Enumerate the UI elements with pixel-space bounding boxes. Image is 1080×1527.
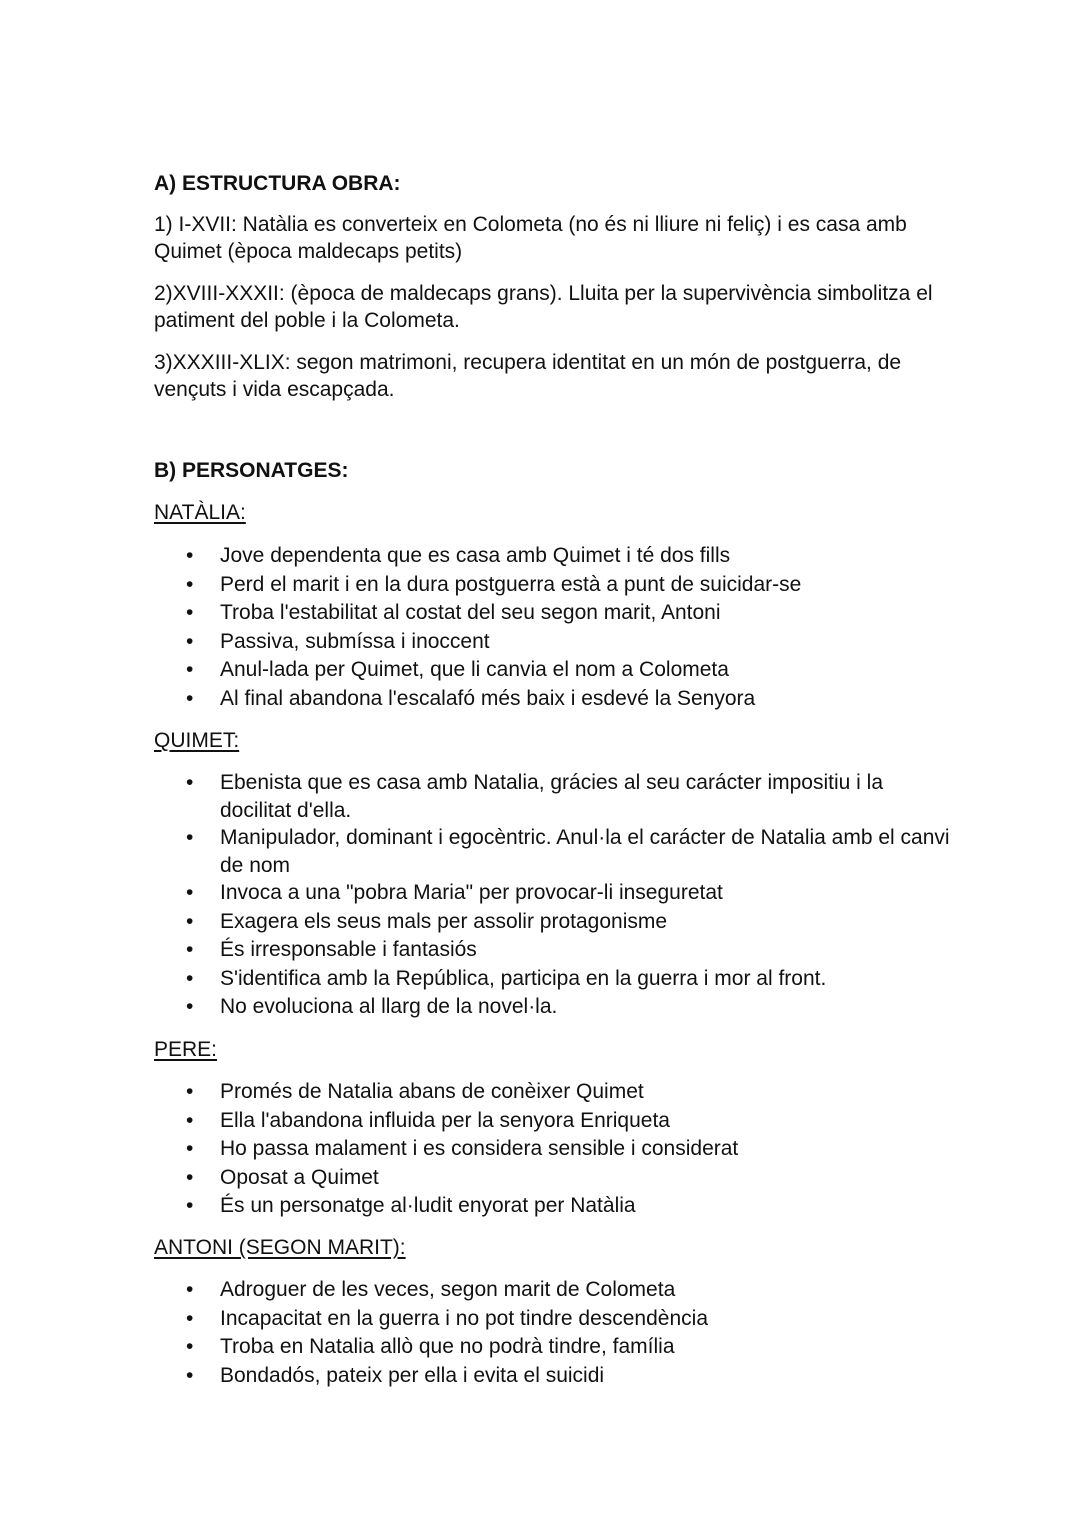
list-item: • Perd el marit i en la dura postguerra està a punt de suicidar-se [154, 571, 944, 600]
list-item: • Al final abandona l'escalafó més baix i esdevé la Senyora [154, 685, 944, 714]
list-item: • Ella l'abandona influida per la senyora Enriqueta [154, 1107, 944, 1136]
section-heading: B) PERSONATGES: [154, 459, 349, 482]
section-characters [154, 457, 944, 484]
list-item: • Anul-lada per Quimet, que li canvia el nom a Colometa [154, 656, 944, 685]
list-item: • Adroguer de les veces, segon marit de Colometa [154, 1276, 944, 1305]
list-item: • Manipulador, dominant i egocèntric. Anul·la el carácter de Natalia amb el canvi de nom [154, 824, 974, 879]
trait-list [154, 769, 950, 1022]
list-item: • Troba en Natalia allò que no podrà tindre, família [154, 1333, 944, 1362]
list-item: • Incapacitat en la guerra i no pot tindre descendència [154, 1305, 944, 1334]
list-item: • Invoca a una "pobra Maria" per provocar-li inseguretat [154, 879, 944, 908]
trait-list [154, 1078, 944, 1221]
list-item: • És irresponsable i fantasiós [154, 936, 944, 965]
section-structure [154, 170, 944, 403]
character-pere [154, 1036, 944, 1221]
section-heading: A) ESTRUCTURA OBRA: [154, 172, 401, 195]
character-quimet [154, 727, 950, 1022]
list-item: • No evoluciona al llarg de la novel·la. [154, 993, 944, 1022]
list-item: • Bondadós, pateix per ella i evita el suicidi [154, 1362, 944, 1391]
list-item: • Exagera els seus mals per assolir protagonisme [154, 908, 944, 937]
list-item: • Passiva, submíssa i inoccent [154, 628, 944, 657]
character-name: QUIMET: [154, 729, 240, 752]
paragraph: 2)XVIII-XXXII: (època de maldecaps grans). Lluita per la supervivència simbolitza el patiment del poble i la Colometa. [154, 282, 933, 332]
character-name: NATÀLIA: [154, 501, 246, 524]
character-name: ANTONI (SEGON MARIT): [154, 1236, 406, 1259]
paragraph: 1) I-XVII: Natàlia es converteix en Colometa (no és ni lliure ni feliç) i es casa amb Quimet (època maldecaps petits) [154, 213, 907, 263]
list-item: • S'identifica amb la República, participa en la guerra i mor al front. [154, 965, 944, 994]
list-item: • Ebenista que es casa amb Natalia, grácies al seu carácter impositiu i la docilitat d'ella. [154, 769, 944, 824]
list-item: • És un personatge al·ludit enyorat per Natàlia [154, 1192, 944, 1221]
trait-list [154, 1276, 944, 1390]
character-natalia [154, 499, 944, 713]
character-name: PERE: [154, 1038, 218, 1061]
character-antoni [154, 1234, 944, 1390]
paragraph: 3)XXXIII-XLIX: segon matrimoni, recupera identitat en un món de postguerra, de vençuts i vida escapçada. [154, 351, 902, 401]
list-item: • Oposat a Quimet [154, 1164, 944, 1193]
trait-list [154, 542, 944, 713]
list-item: • Troba l'estabilitat al costat del seu segon marit, Antoni [154, 599, 944, 628]
list-item: • Ho passa malament i es considera sensible i considerat [154, 1135, 944, 1164]
list-item: • Promés de Natalia abans de conèixer Quimet [154, 1078, 944, 1107]
list-item: • Jove dependenta que es casa amb Quimet i té dos fills [154, 542, 944, 571]
